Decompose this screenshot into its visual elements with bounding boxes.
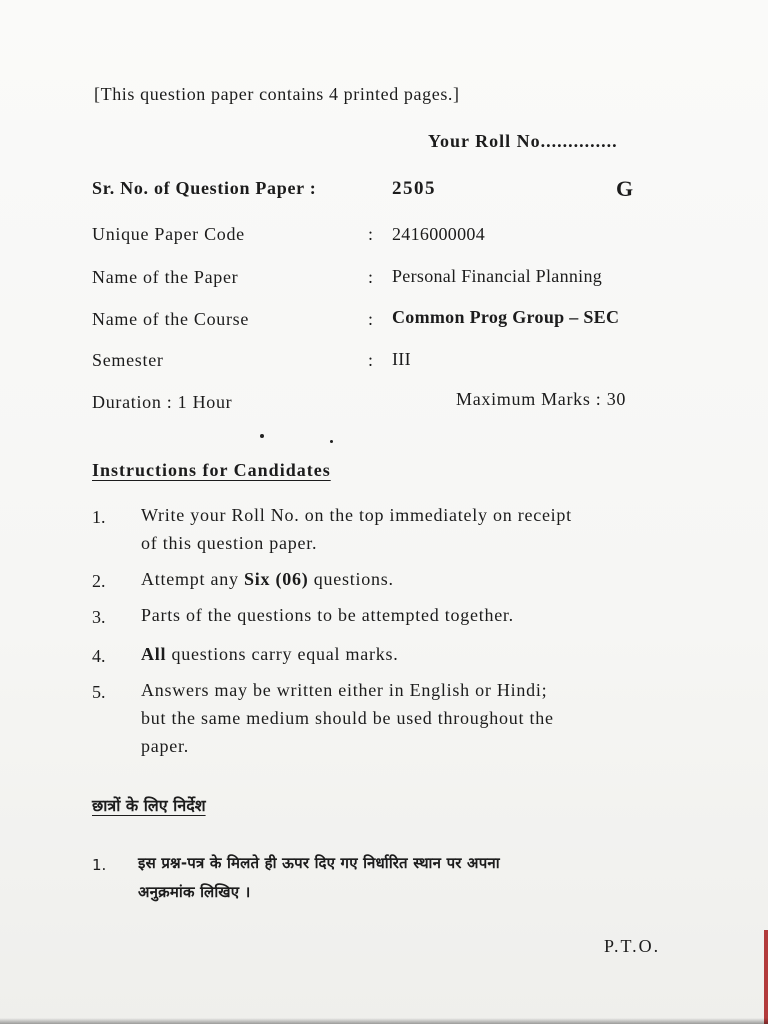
semester-label: Semester (92, 350, 164, 370)
serial-number-label: Sr. No. of Question Paper : (92, 178, 317, 198)
paper-code-label: Unique Paper Code (92, 224, 245, 244)
page-edge-mark (764, 930, 768, 1024)
paper-code-colon: : (368, 224, 374, 244)
instruction-line: Parts of the questions to be attempted together. (141, 605, 514, 625)
instruction-line: of this question paper. (141, 533, 318, 553)
instruction-text: questions. (308, 569, 394, 589)
hindi-instruction-number: 1. (92, 856, 107, 874)
instruction-number: 5. (92, 682, 106, 702)
course-name-value: Common Prog Group – SEC (392, 307, 620, 327)
instructions-heading: Instructions for Candidates (92, 460, 331, 480)
roll-number-field: Your Roll No.............. (428, 131, 618, 151)
paper-name-label: Name of the Paper (92, 267, 239, 287)
instruction-text: questions carry equal marks. (166, 644, 399, 664)
instruction-emphasis: All (141, 644, 167, 664)
paper-name-colon: : (368, 267, 374, 287)
maximum-marks-text: Maximum Marks : 30 (456, 389, 627, 409)
course-name-colon: : (368, 309, 374, 329)
instruction-number: 4. (92, 646, 106, 666)
paper-name-value: Personal Financial Planning (392, 266, 603, 286)
paper-code-value: 2416000004 (392, 224, 485, 244)
hindi-instruction-line: अनुक्रमांक लिखिए । (138, 883, 251, 901)
course-name-label: Name of the Course (92, 309, 250, 329)
instruction-number: 2. (92, 571, 106, 591)
page-count-note: [This question paper contains 4 printed pages.] (94, 84, 460, 104)
instruction-line: but the same medium should be used throughout the (141, 708, 554, 728)
instruction-line (141, 644, 398, 665)
serial-number-value: 2505 (392, 178, 436, 199)
please-turn-over: P.T.O. (604, 936, 661, 956)
instruction-line: paper. (141, 736, 189, 756)
semester-value: III (392, 349, 411, 369)
hindi-instruction-line: इस प्रश्न-पत्र के मिलते ही ऊपर दिए गए निर्धारित स्थान पर अपना (138, 854, 500, 872)
instruction-number: 3. (92, 607, 106, 627)
print-speck (330, 440, 333, 443)
page-edge-shadow (0, 1018, 768, 1024)
print-speck (260, 434, 264, 438)
hindi-instructions-heading: छात्रों के लिए निर्देश (92, 796, 206, 815)
instruction-emphasis: Six (06) (243, 569, 309, 589)
instruction-line: Write your Roll No. on the top immediately on receipt (141, 505, 572, 525)
instruction-number: 1. (92, 507, 106, 527)
paper-set-code: G (616, 176, 634, 201)
duration-text: Duration : 1 Hour (92, 392, 233, 412)
semester-colon: : (368, 350, 374, 370)
instruction-line (141, 569, 394, 590)
instruction-line: Answers may be written either in English or Hindi; (141, 680, 548, 700)
instruction-text: Attempt any (141, 569, 244, 589)
